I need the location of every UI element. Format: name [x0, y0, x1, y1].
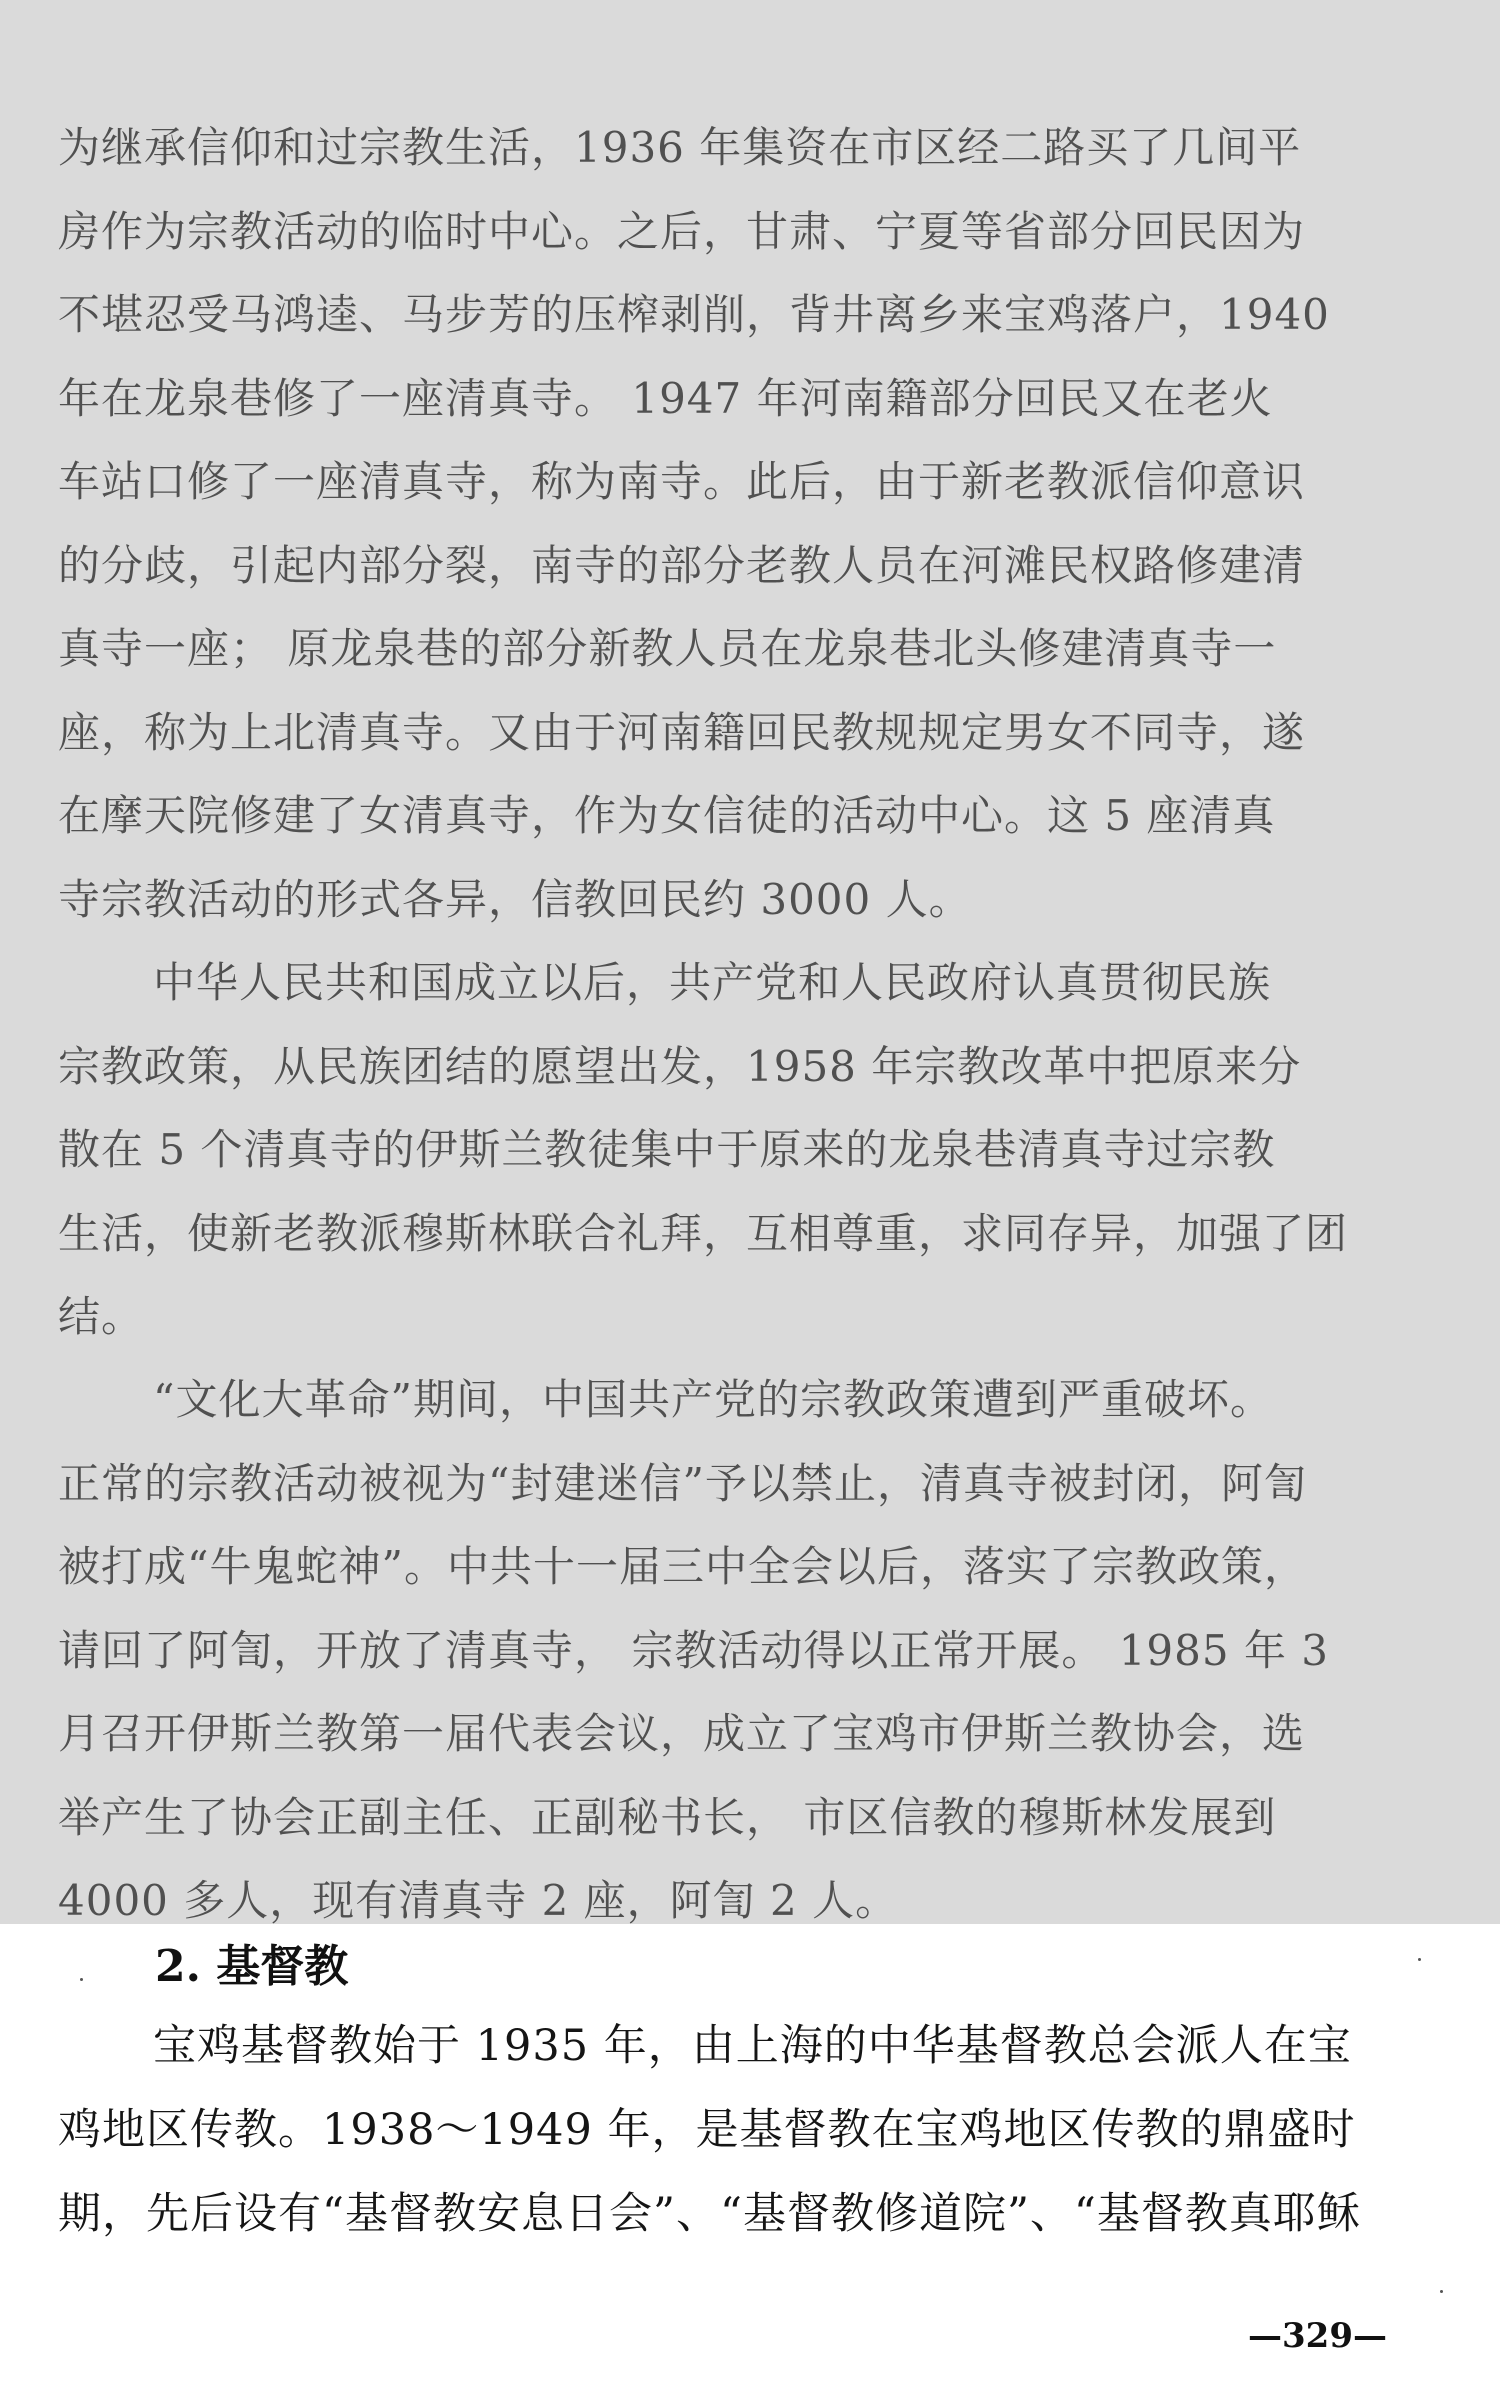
text-line: 4000 多人，现有清真寺 2 座，阿訇 2 人。	[58, 1876, 899, 1925]
text-line: 的分歧，引起内部分裂，南寺的部分老教人员在河滩民权路修建清	[58, 540, 1306, 590]
text-line: 宝鸡基督教始于 1935 年，由上海的中华基督教总会派人在宝	[153, 2021, 1352, 2071]
text-line: 在摩天院修建了女清真寺，作为女信徒的活动中心。这 5 座清真	[58, 791, 1276, 840]
text-line: 真寺一座； 原龙泉巷的部分新教人员在龙泉巷北头修建清真寺一	[58, 624, 1277, 673]
text-line: 座，称为上北清真寺。又由于河南籍回民教规规定男女不同寺，遂	[58, 707, 1306, 757]
text-line: 年在龙泉巷修了一座清真寺。 1947 年河南籍部分回民又在老火	[58, 373, 1273, 423]
text-line: 举产生了协会正副主任、正副秘书长， 市区信教的穆斯林发展到	[58, 1792, 1277, 1842]
text-line: 不堪忍受马鸿逵、马步芳的压榨剥削，背井离乡来宝鸡落户，1940	[58, 290, 1330, 339]
text-line: 中华人民共和国成立以后，共产党和人民政府认真贯彻民族	[153, 958, 1272, 1007]
paragraph-christianity	[58, 2004, 1448, 2256]
paragraph-cultural-revolution	[58, 1358, 1448, 1943]
text-line: 被打成“牛鬼蛇神”。中共十一届三中全会以后，落实了宗教政策，	[58, 1542, 1307, 1591]
scan-speck	[1440, 2290, 1443, 2293]
text-line: 月召开伊斯兰教第一届代表会议，成立了宝鸡市伊斯兰教协会，选	[58, 1709, 1306, 1758]
text-line: 车站口修了一座清真寺，称为南寺。此后，由于新老教派信仰意识	[58, 457, 1306, 506]
text-line: 生活，使新老教派穆斯林联合礼拜，互相尊重，求同存异，加强了团	[58, 1208, 1349, 1258]
text-line: 寺宗教活动的形式各异，信教回民约 3000 人。	[58, 874, 972, 924]
scan-speck	[80, 1978, 83, 1981]
text-line: 鸡地区传教。1938～1949 年，是基督教在宝鸡地区传教的鼎盛时	[58, 2105, 1356, 2155]
text-line: 宗教政策，从民族团结的愿望出发，1958 年宗教改革中把原来分	[58, 1041, 1302, 1091]
page-number: —329—	[1248, 2316, 1387, 2356]
paragraph-prc-policy	[58, 941, 1448, 1359]
text-line: 请回了阿訇，开放了清真寺， 宗教活动得以正常开展。 1985 年 3	[58, 1625, 1330, 1675]
text-line: “文化大革命”期间，中国共产党的宗教政策遭到严重破坏。	[153, 1375, 1273, 1424]
text-line: 期，先后设有“基督教安息日会”、“基督教修道院”、“基督教真耶稣	[58, 2189, 1361, 2239]
text-line: 散在 5 个清真寺的伊斯兰教徒集中于原来的龙泉巷清真寺过宗教	[58, 1125, 1276, 1174]
paragraph-mosque-history	[58, 106, 1448, 941]
section-heading-christianity: 2. 基督教	[155, 1941, 349, 1992]
text-line: 房作为宗教活动的临时中心。之后，甘肃、宁夏等省部分回民因为	[58, 206, 1306, 256]
text-line: 正常的宗教活动被视为“封建迷信”予以禁止，清真寺被封闭，阿訇	[58, 1458, 1307, 1508]
text-line: 为继承信仰和过宗教生活，1936 年集资在市区经二路买了几间平	[58, 123, 1302, 172]
text-line: 结。	[58, 1292, 145, 1341]
scan-speck	[1418, 1958, 1421, 1961]
